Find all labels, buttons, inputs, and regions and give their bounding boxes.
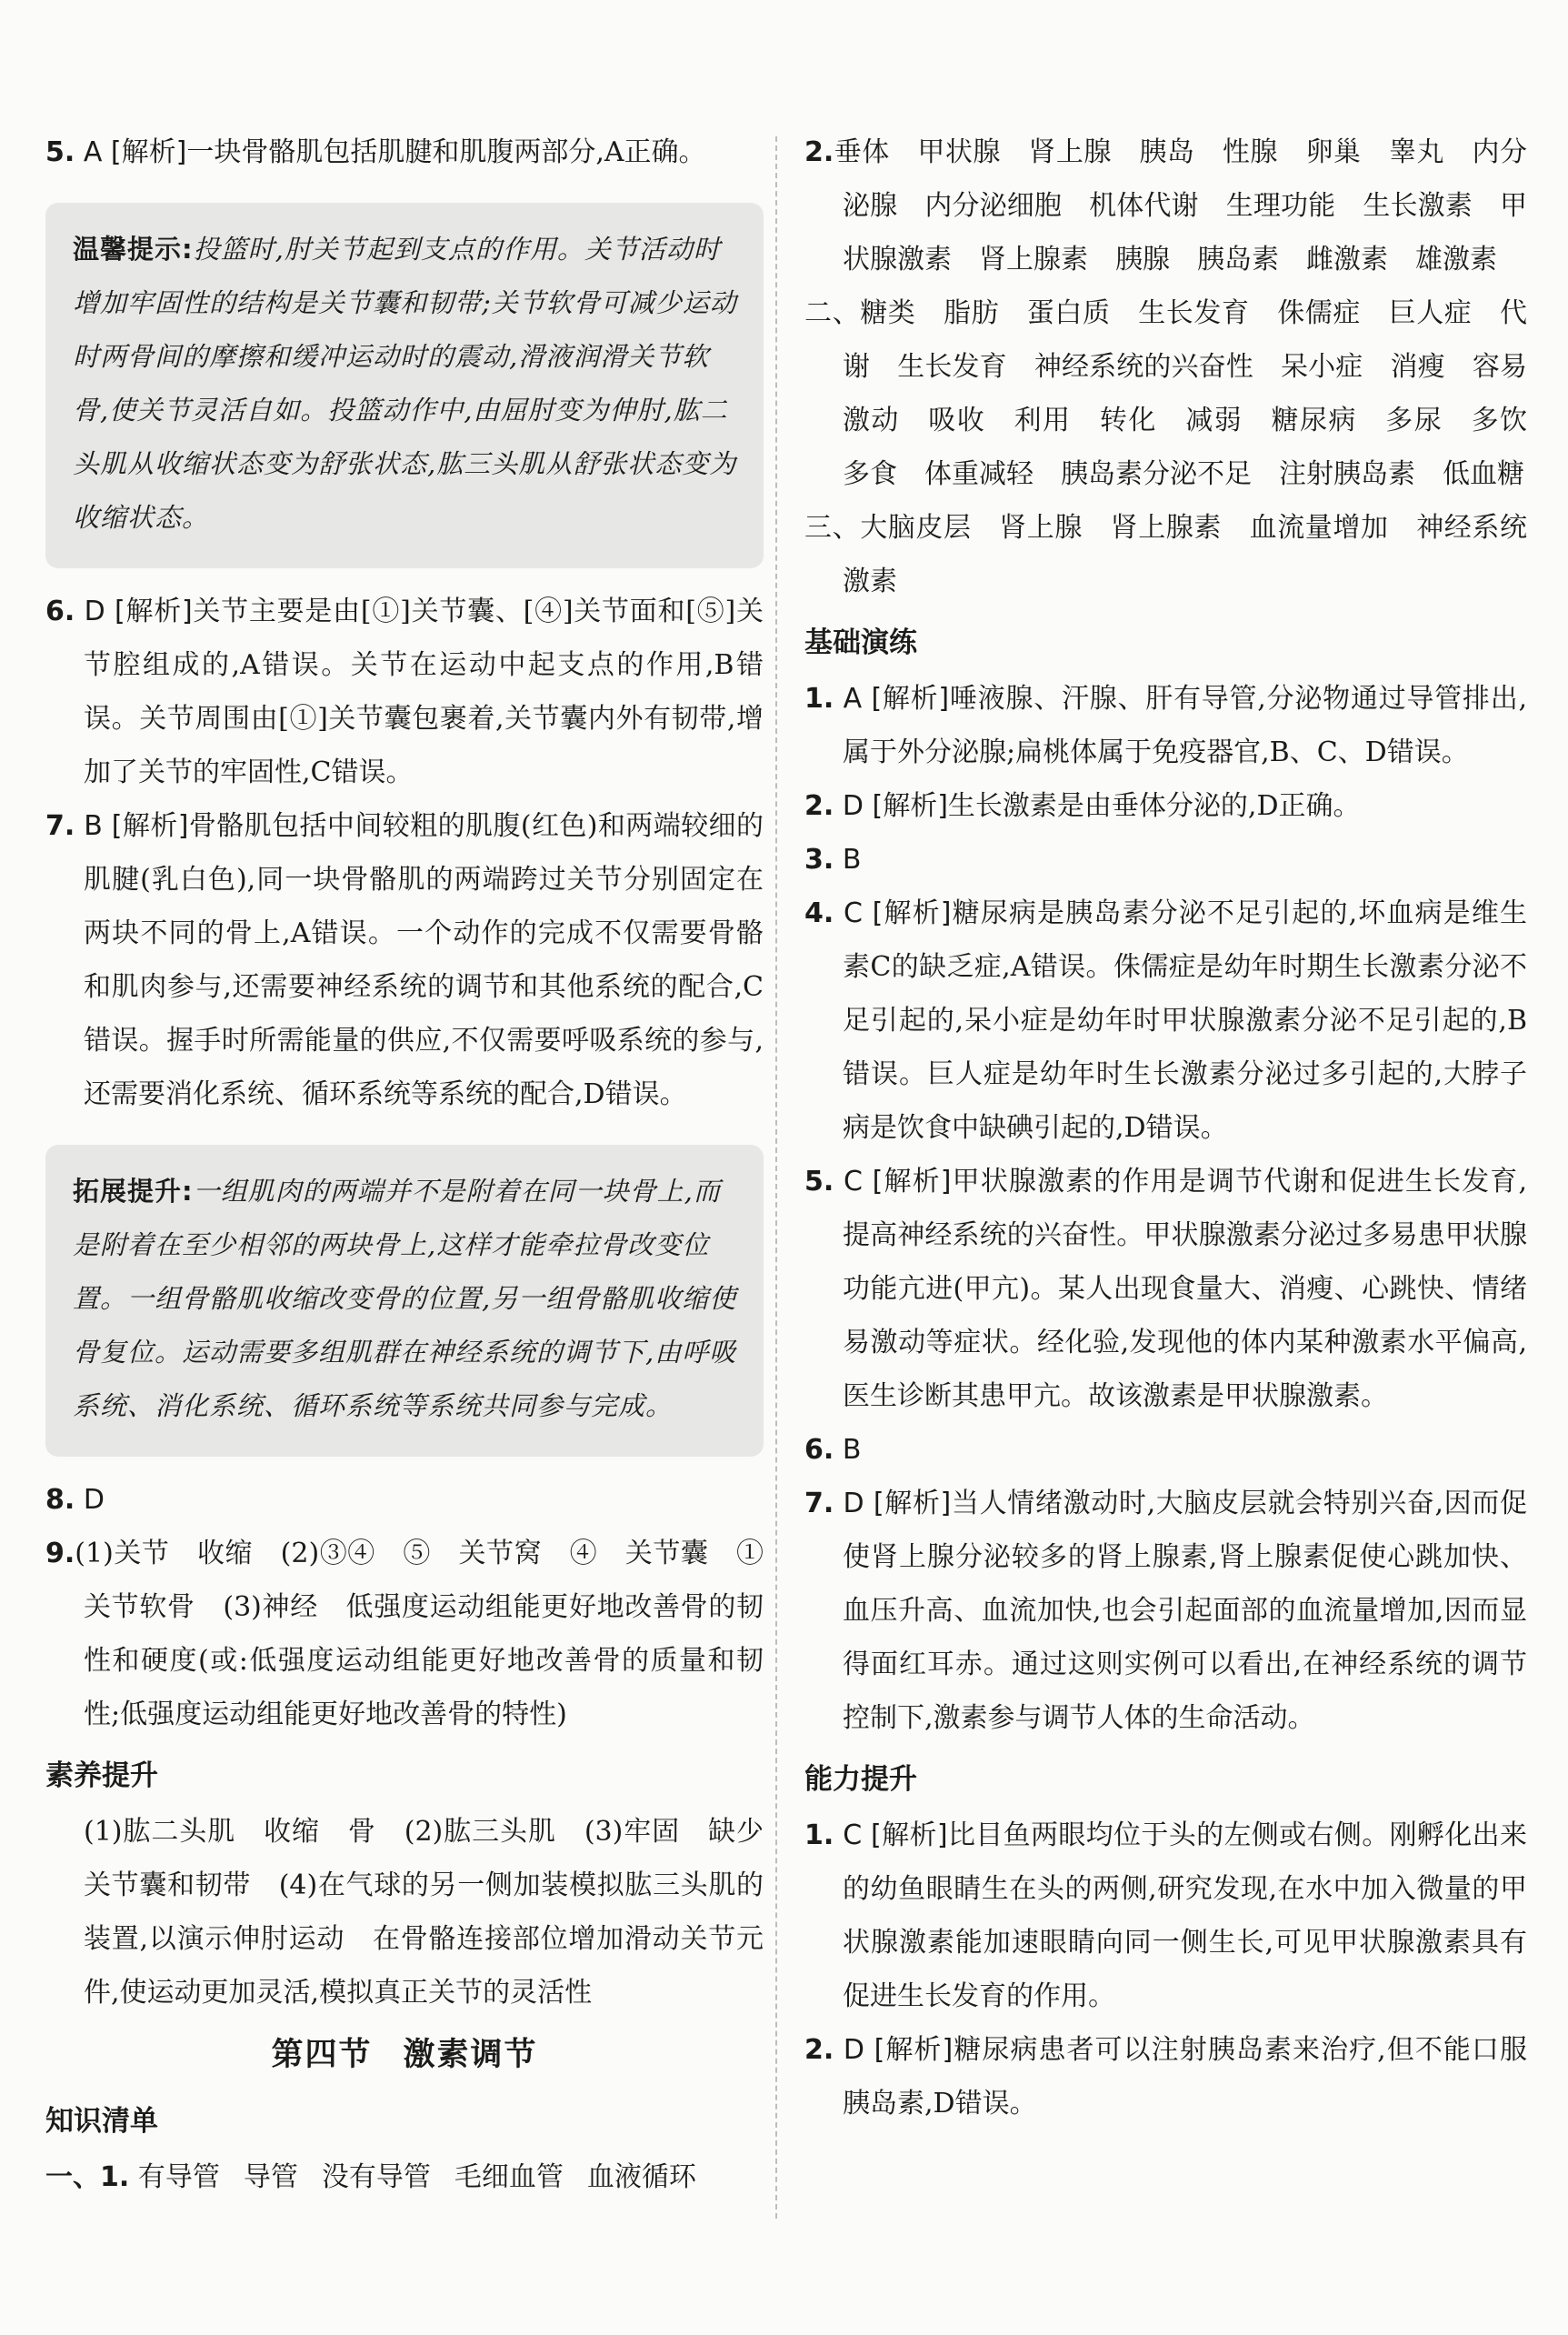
ability-item-1 [804,1809,1527,2023]
analysis-tag: [解析] [873,1488,952,1519]
item-number: 2. [804,2034,834,2066]
item-answer: C [843,1166,863,1198]
knowledge-list-1 [45,2150,764,2204]
item-number: 3. [804,844,834,876]
item-answer: B [842,844,862,876]
item-number: 1. [804,683,834,715]
answer-item-5 [45,125,764,179]
analysis-tag: [解析] [871,1819,948,1851]
item-number: 9. [45,1538,75,1569]
answer-text: (1)关节 收缩 (2)③④ ⑤ 关节窝 ④ 关节囊 ① 关节软骨 (3)神经 低强度运动组能更好地改善骨的韧性和硬度(或:低强度运动组能更好地改善骨的质量和韧性;低强度运动组能更好地改善骨的特性) [75,1538,791,1730]
list-prefix: 三、 [804,512,861,544]
item-answer: A [83,136,103,168]
chapter-title [45,2023,764,2087]
item-number: 1. [100,2161,130,2193]
analysis-text: 比目鱼两眼均位于头的左侧或右侧。刚孵化出来的幼鱼眼睛生在头的两侧,研究发现,在水中加入微量的甲状腺激素能加速眼睛向同一侧生长,可见甲状腺激素具有促进生长发育的作用。 [843,1819,1528,2012]
analysis-tag: [解析] [872,1166,952,1198]
knowledge-term: 血液循环 [586,2161,696,2193]
section-heading-nengli: 能力提升 [804,1763,917,1796]
analysis-text: 一块骨骼肌包括肌腱和肌腹两部分,A正确。 [186,136,706,168]
knowledge-term: 有导管 [137,2161,220,2193]
tip-text: 投篮时,肘关节起到支点的作用。关节活动时增加牢固性的结构是关节囊和韧带;关节软骨可减少运动时两骨间的摩擦和缓冲运动时的震动,滑液润滑关节软骨,使关节灵活自如。投篮动作中,由屈肘变为伸肘,肱二头肌从收缩状态变为舒张状态,肱三头肌从舒张状态变为收缩状态。 [73,234,737,533]
item-answer: B [84,810,103,842]
item-number: 8. [45,1484,75,1516]
answer-item-6 [45,585,764,799]
item-answer: C [843,897,863,929]
analysis-text: 甲状腺激素的作用是调节代谢和促进生长发育,提高神经系统的兴奋性。甲状腺激素分泌过多易患甲状腺功能亢进(甲亢)。某人出现食量大、消瘦、心跳快、情绪易激动等症状。经化验,发现他的体内某种激素水平偏高,医生诊断其患甲亢。故该激素是甲状腺激素。 [843,1166,1527,1412]
item-answer: A [843,683,863,715]
item-number: 6. [45,596,75,627]
knowledge-term: 没有导管 [321,2161,431,2193]
answer-item-7 [45,799,764,1121]
item-number: 7. [45,810,75,842]
chapter-section: 第四节 [271,2037,373,2073]
basic-item-5 [804,1155,1527,1423]
knowledge-terms: 糖类 脂肪 蛋白质 生长发育 侏儒症 巨人症 代谢 生长发育 神经系统的兴奋性 呆小症 消瘦 容易激动 吸收 利用 转化 减弱 糖尿病 多尿 多饮 多食 体重减轻 胰岛素分泌不足 注射胰岛素 低血糖 [843,297,1554,490]
item-answer: D [843,2034,864,2066]
item-number: 4. [804,897,834,929]
ability-item-2 [804,2023,1527,2130]
analysis-text: 糖尿病患者可以注射胰岛素来治疗,但不能口服胰岛素,D错误。 [843,2034,1527,2120]
knowledge-part-3 [804,501,1555,608]
item-answer: D [842,790,864,822]
answer-item-8 [45,1473,764,1527]
left-column [45,125,791,2204]
section-heading-jichu: 基础演练 [804,626,917,659]
knowledge-term: 毛细血管 [454,2161,564,2193]
basic-item-4 [804,887,1527,1155]
item-answer: D [84,596,105,627]
analysis-tag: [解析] [111,810,189,842]
analysis-text: 当人情绪激动时,大脑皮层就会特别兴奋,因而促使肾上腺分泌较多的肾上腺素,肾上腺素促使心跳加快、血压升高、血流加快,也会引起面部的血流量增加,因而显得面红耳赤。通过这则实例可以看出,在神经系统的调节控制下,激素参与调节人体的生命活动。 [843,1488,1528,1734]
analysis-text: 骨骼肌包括中间较粗的肌腹(红色)和两端较细的肌腱(乳白色),同一块骨骼肌的两端跨过关节分别固定在两块不同的骨上,A错误。一个动作的完成不仅需要骨骼和肌肉参与,还需要神经系统的调节和其他系统的配合,C错误。握手时所需能量的供应,不仅需要呼吸系统的参与,还需要消化系统、循环系统等系统的配合,D错误。 [84,810,764,1110]
basic-item-1 [804,672,1527,779]
analysis-tag: [解析] [872,790,948,822]
knowledge-part-2 [804,286,1554,501]
knowledge-terms: 垂体 甲状腺 肾上腺 胰岛 性腺 卵巢 睾丸 内分泌腺 内分泌细胞 机体代谢 生理功能 生长激素 甲状腺激素 肾上腺素 胰腺 胰岛素 雌激素 雄激素 [834,136,1527,276]
analysis-text: 唾液腺、汗腺、肝有导管,分泌物通过导管排出,属于外分泌腺;扁桃体属于免疫器官,B、C、D错误。 [843,683,1527,768]
item-number: 7. [804,1488,834,1519]
item-answer: C [843,1819,863,1851]
suyang-answers: (1)肱二头肌 收缩 骨 (2)肱三头肌 (3)牢固 缺少关节囊和韧带 (4)在气球的另一侧加装模拟肱三头肌的装置,以演示伸肘运动 在骨骼连接部位增加滑动关节元件,使运动更加灵活,模拟真正关节的灵活性 [84,1816,764,2009]
analysis-tag: [解析] [110,136,187,168]
item-number: 5. [45,136,75,168]
knowledge-term: 导管 [243,2161,298,2193]
column-divider [775,136,777,2219]
analysis-text: 生长激素是由垂体分泌的,D正确。 [947,790,1361,822]
item-number: 2. [804,136,834,168]
right-column [804,125,1555,2130]
item-number: 5. [804,1166,834,1198]
analysis-tag: [解析] [871,683,950,715]
item-number: 1. [804,1819,834,1851]
tip-box-extension [45,1145,764,1457]
analysis-tag: [解析] [872,897,952,929]
basic-item-2 [804,779,1527,833]
list-prefix: 一、 [45,2161,100,2193]
item-answer: B [842,1434,862,1466]
section-heading-suyang: 素养提升 [45,1759,158,1792]
analysis-tag: [解析] [114,596,193,627]
list-prefix: 二、 [804,297,861,329]
basic-item-6 [804,1423,1527,1477]
basic-item-7 [804,1477,1527,1745]
knowledge-list-2 [804,125,1527,286]
analysis-text: 关节主要是由[①]关节囊、[④]关节面和[⑤]关节腔组成的,A错误。关节在运动中起支点的作用,B错误。关节周围由[①]关节囊包裹着,关节囊内外有韧带,增加了关节的牢固性,C错误。 [84,596,764,788]
tip-text: 一组肌肉的两端并不是附着在同一块骨上,而是附着在至少相邻的两块骨上,这样才能牵拉骨改变位置。一组骨骼肌收缩改变骨的位置,另一组骨骼肌收缩使骨复位。运动需要多组肌群在神经系统的调节下,由呼吸系统、消化系统、循环系统等系统共同参与完成。 [73,1176,737,1421]
item-answer: D [843,1488,864,1519]
item-number: 2. [804,790,834,822]
knowledge-terms: 大脑皮层 肾上腺 肾上腺素 血流量增加 神经系统 激素 [843,512,1555,597]
item-answer: D [83,1484,105,1516]
analysis-text: 糖尿病是胰岛素分泌不足引起的,坏血病是维生素C的缺乏症,A错误。侏儒症是幼年时期生长激素分泌不足引起的,呆小症是幼年时甲状腺激素分泌不足引起的,B错误。巨人症是幼年时生长激素分泌过多引起的,大脖子病是饮食中缺碘引起的,D错误。 [843,897,1527,1144]
chapter-name: 激素调节 [403,2037,538,2073]
analysis-tag: [解析] [874,2034,954,2066]
item-number: 6. [804,1434,834,1466]
tip-label: 拓展提升: [73,1176,194,1207]
section-heading-zhishi: 知识清单 [45,2105,158,2138]
basic-item-3 [804,833,1527,887]
tip-label: 温馨提示: [73,234,194,265]
tip-box-warm [45,203,764,568]
answer-item-9 [45,1527,791,1741]
